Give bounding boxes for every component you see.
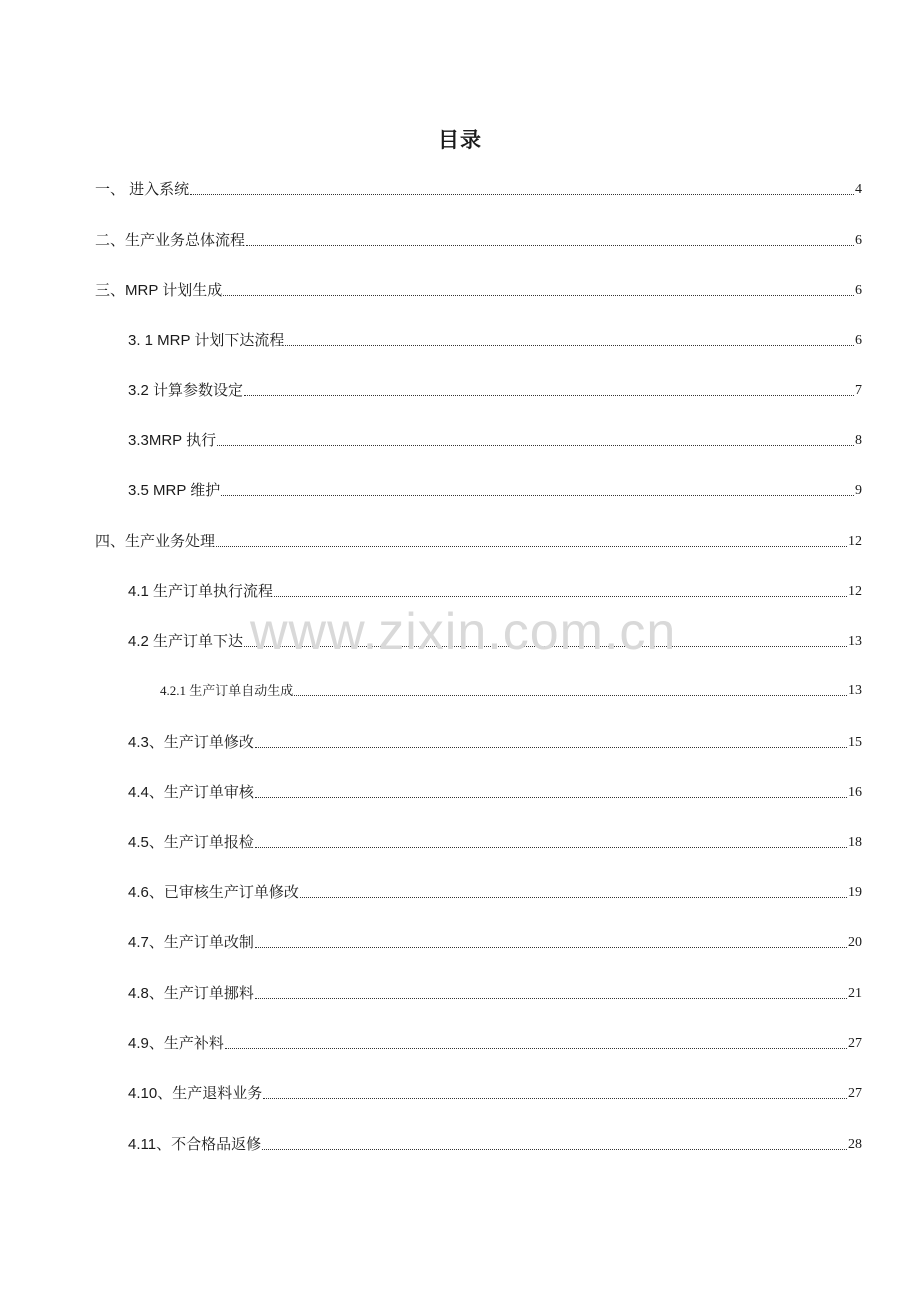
toc-entry-page: 12 — [848, 534, 862, 549]
toc-entry[interactable] — [128, 829, 862, 853]
toc-entry[interactable] — [128, 377, 862, 401]
toc-entry-page: 6 — [855, 333, 862, 348]
toc-entry[interactable] — [128, 1080, 862, 1104]
dot-leader — [255, 947, 847, 948]
toc-entry-page: 13 — [848, 634, 862, 649]
dot-leader — [217, 445, 854, 446]
dot-leader — [300, 897, 847, 898]
toc-entry[interactable] — [128, 1030, 862, 1054]
toc-entry[interactable] — [128, 1131, 862, 1155]
dot-leader — [216, 546, 847, 547]
toc-entry-page: 12 — [848, 584, 862, 599]
dot-leader — [244, 646, 847, 647]
toc-entry-page: 20 — [848, 935, 862, 950]
dot-leader — [225, 1048, 847, 1049]
dot-leader — [263, 1098, 847, 1099]
toc-entry-page: 21 — [848, 986, 862, 1001]
toc-entry-label: 二、生产业务总体流程 — [95, 232, 246, 249]
dot-leader — [255, 998, 847, 999]
toc-entry[interactable] — [128, 327, 862, 351]
dot-leader — [255, 797, 847, 798]
toc-entry-label: 3. 1 MRP 计划下达流程 — [128, 332, 285, 349]
page-title: 目录 — [438, 129, 482, 152]
toc-entry[interactable] — [128, 980, 862, 1004]
toc-entry-page: 16 — [848, 785, 862, 800]
toc-entry-label: 4.2.1 生产订单自动生成 — [160, 683, 294, 698]
toc-entry-label: 一、 进入系统 — [95, 181, 190, 198]
toc-entry-page: 13 — [848, 683, 862, 698]
dot-leader — [294, 695, 847, 696]
toc-entry[interactable] — [128, 427, 862, 451]
toc-entry-page: 28 — [848, 1137, 862, 1152]
toc-entry-label: 4.9、生产补料 — [128, 1035, 224, 1052]
watermark: www.zixin.com.cn — [250, 603, 677, 661]
toc-entry-label: 3.3MRP 执行 — [128, 432, 217, 449]
dot-leader — [262, 1149, 847, 1150]
toc-entry-label: 三、MRP 计划生成 — [95, 282, 223, 299]
toc-entry-page: 27 — [848, 1086, 862, 1101]
toc-entry[interactable] — [128, 477, 862, 501]
toc-entry[interactable] — [95, 528, 862, 552]
toc-entry-label: 4.7、生产订单改制 — [128, 934, 254, 951]
dot-leader — [190, 194, 854, 195]
toc-entry-label: 4.5、生产订单报检 — [128, 834, 254, 851]
toc-entry[interactable] — [128, 779, 862, 803]
toc-entry-page: 9 — [855, 483, 862, 498]
toc-entry-label: 四、生产业务处理 — [95, 533, 216, 550]
toc-entry-label: 4.4、生产订单审核 — [128, 784, 254, 801]
dot-leader — [223, 295, 854, 296]
toc-entry-page: 4 — [855, 182, 862, 197]
toc-entry-label: 3.2 计算参数设定 — [128, 382, 244, 399]
toc-entry[interactable] — [95, 277, 862, 301]
toc-entry-page: 7 — [855, 383, 862, 398]
toc-entry-label: 3.5 MRP 维护 — [128, 482, 221, 499]
toc-entry-label: 4.11、不合格品返修 — [128, 1136, 262, 1153]
toc-entry-page: 6 — [855, 233, 862, 248]
toc-entry-label: 4.6、已审核生产订单修改 — [128, 884, 299, 901]
dot-leader — [274, 596, 847, 597]
dot-leader — [244, 395, 854, 396]
toc-entry[interactable] — [95, 227, 862, 251]
toc-entry[interactable] — [128, 729, 862, 753]
toc-entry-label: 4.2 生产订单下达 — [128, 633, 244, 650]
toc-entry-label: 4.3、生产订单修改 — [128, 734, 254, 751]
toc-entry-page: 19 — [848, 885, 862, 900]
dot-leader — [255, 847, 847, 848]
dot-leader — [285, 345, 854, 346]
toc-entry[interactable] — [95, 176, 862, 200]
toc-entry[interactable] — [160, 677, 862, 701]
toc-entry-page: 27 — [848, 1036, 862, 1051]
toc-entry[interactable] — [128, 578, 862, 602]
toc-entry-label: 4.1 生产订单执行流程 — [128, 583, 274, 600]
toc-entry[interactable] — [128, 628, 862, 652]
toc-entry[interactable] — [128, 929, 862, 953]
toc-entry-page: 15 — [848, 735, 862, 750]
toc-entry-page: 6 — [855, 283, 862, 298]
dot-leader — [221, 495, 854, 496]
toc-entry[interactable] — [128, 879, 862, 903]
toc-entry-page: 8 — [855, 433, 862, 448]
dot-leader — [255, 747, 847, 748]
toc-entry-page: 18 — [848, 835, 862, 850]
toc-entry-label: 4.8、生产订单挪料 — [128, 985, 254, 1002]
toc-entry-label: 4.10、生产退料业务 — [128, 1085, 263, 1102]
dot-leader — [246, 245, 854, 246]
